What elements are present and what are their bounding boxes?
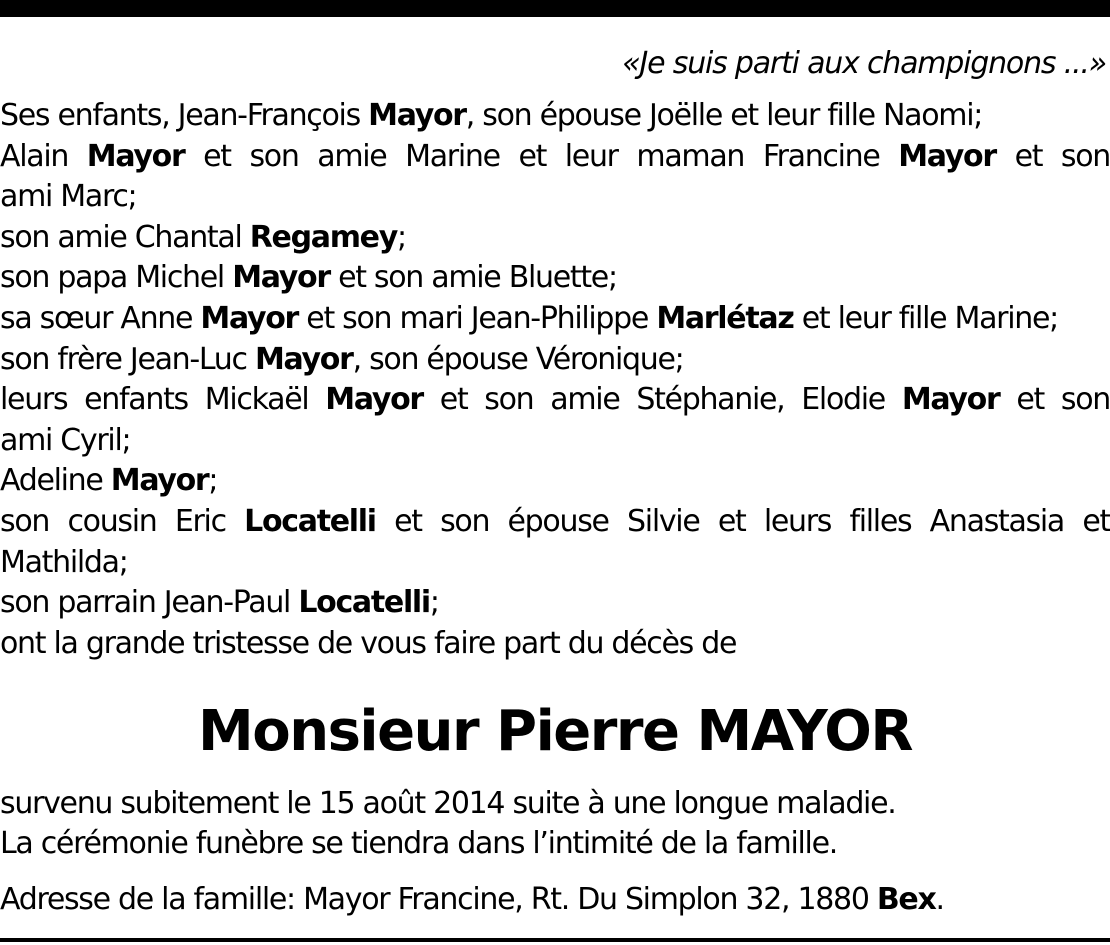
- family-surname: Locatelli: [244, 503, 376, 539]
- family-line: son amie Chantal Regamey;: [0, 219, 406, 255]
- family-surname: Mayor: [898, 138, 996, 174]
- family-surname: Mayor: [325, 382, 423, 418]
- family-surname: Mayor: [254, 341, 353, 377]
- bottom-border-rule: [0, 938, 1110, 942]
- family-line: sa sœur Anne Mayor et son mari Jean-Philippe Marlétaz et leur fille Marine;: [0, 300, 1058, 336]
- family-surname: Mayor: [232, 260, 330, 296]
- family-surname: Regamey: [249, 219, 397, 255]
- family-address: Adresse de la famille: Mayor Francine, Rt. Du Simplon 32, 1880 Bex.: [0, 882, 944, 917]
- family-surname: Mayor: [368, 98, 466, 133]
- family-line: son frère Jean-Luc Mayor, son épouse Véronique;: [0, 341, 684, 377]
- family-line: ami Cyril;: [0, 422, 131, 458]
- death-date-line: survenu subitement le 15 août 2014 suite à une longue maladie.: [0, 786, 896, 821]
- family-list: [0, 96, 1110, 664]
- announcement-line: ont la grande tristesse de vous faire part du décès de: [0, 625, 737, 661]
- family-surname: Mayor: [110, 463, 209, 499]
- family-line: son papa Michel Mayor et son amie Bluette;: [0, 260, 617, 296]
- death-details: [0, 784, 896, 864]
- address-town: Bex: [876, 882, 936, 917]
- deceased-name: Monsieur Pierre MAYOR: [198, 699, 912, 764]
- family-line: Adeline Mayor;: [0, 463, 218, 499]
- family-line: ami Marc;: [0, 179, 137, 215]
- family-surname: Mayor: [86, 138, 185, 174]
- family-line: leurs enfants Mickaël Mayor et son amie Stéphanie, Elodie Mayor et son: [0, 382, 1110, 418]
- top-border-rule: [0, 0, 1110, 17]
- family-surname: Locatelli: [298, 585, 430, 621]
- family-surname: Marlétaz: [656, 300, 794, 336]
- family-line: Ses enfants, Jean-François Mayor, son épouse Joëlle et leur fille Naomi;: [0, 98, 983, 133]
- family-line: Mathilda;: [0, 544, 128, 580]
- family-surname: Mayor: [901, 382, 1000, 418]
- ceremony-line: La cérémonie funèbre se tiendra dans l’intimité de la famille.: [0, 826, 837, 861]
- family-surname: Mayor: [200, 300, 299, 336]
- family-line: son parrain Jean-Paul Locatelli;: [0, 585, 439, 621]
- epigraph-quote: «Je suis parti aux champignons ...»: [622, 46, 1106, 81]
- family-line: Alain Mayor et son amie Marine et leur maman Francine Mayor et son: [0, 138, 1110, 174]
- family-line: son cousin Eric Locatelli et son épouse Silvie et leurs filles Anastasia et: [0, 503, 1110, 539]
